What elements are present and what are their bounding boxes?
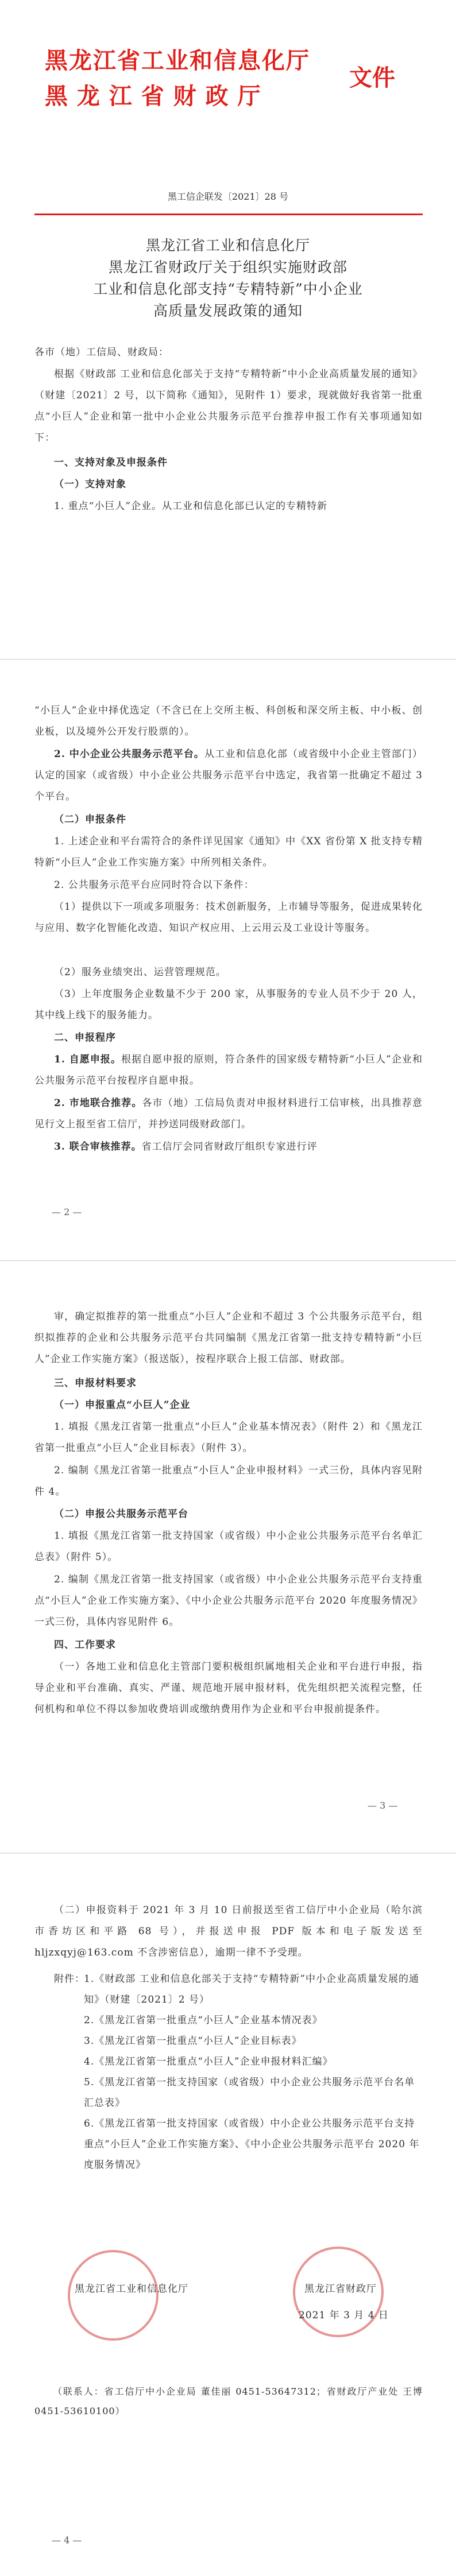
p3-para-4: 1. 填报《黑龙江省第一批支持国家（或省级）中小企业公共服务示范平台名单汇总表》（附件 5）。 — [34, 1530, 423, 1563]
p4-para-1: （二）申报资料于 2021 年 3 月 10 日前报送至省工信厅中小企业局（哈尔滨市香坊区和平路 68 号），并报送申报 PDF 版本和电子版发送至 hljzxqyj@163.com 不含涉密信息），逾期一律不予受理。 — [34, 1904, 423, 1958]
p3-para-6: （一）各地工业和信息化主管部门要积极组织属地相关企业和平台进行申报，指导企业和平台准确、真实、严谨、规范地开展申报材料，优先组织把关流程完整，任何机构和单位不得以参加收费培训或缴纳费用作为企业和平台申报前提条件。 — [34, 1661, 423, 1715]
red-rule — [34, 214, 423, 215]
p2-para-10-lead: 3. 联合审核推荐。 — [54, 1141, 142, 1153]
p3-heading-enterprise: （一）申报重点“小巨人”企业 — [54, 1399, 191, 1411]
p3-para-3: 2. 编制《黑龙江省第一批重点“小巨人”企业申报材料》一式三份，具体内容见附件 4。 — [34, 1465, 423, 1498]
page-number-2: — 2 — — [52, 1206, 82, 1217]
attachment-label: 附件： — [54, 1973, 85, 1985]
attachment-2: 2.《黑龙江省第一批重点“小巨人”企业基本情况表》 — [84, 2015, 323, 2026]
contact-info: （联系人：省工信厅中小企业局 董佳丽 0451-53647312；省财政厅产业处 王博 0451-53610100） — [34, 2386, 423, 2416]
page-3 — [0, 1262, 456, 1853]
title-line-3: 工业和信息化部支持“专精特新”中小企业 — [93, 281, 363, 297]
signature-org-2: 黑龙江省财政厅 — [304, 2283, 377, 2295]
support-item-1: 1. 重点“小巨人”企业。从工业和信息化部已认定的专精特新 — [54, 501, 328, 512]
intro-paragraph: 根据《财政部 工业和信息化部关于支持“专精特新”中小企业高质量发展的通知》（财建〔2021〕2 号，以下简称《通知》，见附件 1）要求，现就做好我省第一批重点“小巨人”企业和第一批中小企业公共服务示范平台推荐申报工作有关事项通知如下： — [34, 368, 423, 444]
p3-heading-requirements: 四、工作要求 — [54, 1639, 116, 1651]
section-1-1-heading: （一）支持对象 — [54, 479, 126, 490]
p2-heading-conditions: （二）申报条件 — [54, 814, 126, 825]
issue-date: 2021 年 3 月 4 日 — [299, 2310, 389, 2321]
p3-heading-materials: 三、申报材料要求 — [54, 1378, 137, 1389]
p2-para-2 — [34, 744, 423, 808]
p2-para-9-text: 各市（地）工信局负责对申报材料进行工信审核，出具推荐意见行文上报至省工信厅，并抄送同级财政部门。 — [34, 1097, 423, 1130]
title-line-1: 黑龙江省工业和信息化厅 — [145, 237, 310, 254]
attachment-3: 3.《黑龙江省第一批重点“小巨人”企业目标表》 — [84, 2035, 302, 2047]
attachment-1: 1.《财政部 工业和信息化部关于支持“专精特新”中小企业高质量发展的通知》（财建〔2021〕2 号） — [84, 1973, 420, 2005]
doc-number: 黑工信企联发〔2021〕28 号 — [167, 191, 289, 202]
p3-heading-platform: （二）申报公共服务示范平台 — [54, 1508, 188, 1520]
p2-para-2-text: 从工业和信息化部（或省级中小企业主管部门）认定的国家（或省级）中小企业公共服务示范平台中选定，我省第一批确定不超过 3 个平台。 — [34, 748, 423, 802]
page-1 — [0, 0, 456, 659]
p2-para-4: 2. 公共服务示范平台应同时符合以下条件： — [54, 879, 254, 891]
red-header — [45, 42, 412, 123]
page-number-4: — 4 — — [52, 2535, 82, 2546]
p2-para-1: “小巨人”企业中择优选定（不含已在上交所主板、科创板和深交所主板、中小板、创业板，以及境外公开发行股票的）。 — [34, 705, 423, 738]
p2-para-2-lead: 2. 中小企业公共服务示范平台。 — [54, 748, 205, 760]
section-1-heading: 一、支持对象及申报条件 — [54, 457, 168, 468]
title-line-2: 黑龙江省财政厅关于组织实施财政部 — [108, 259, 347, 276]
p3-para-1: 审，确定拟推荐的第一批重点“小巨人”企业和不超过 3 个公共服务示范平台，组织拟推荐的企业和公共服务示范平台共同编制《黑龙江省第一批支持专精特新“小巨人”企业工作实施方案》（报送版），按程序联合上报工信部、财政部。 — [34, 1311, 423, 1365]
header-wenjian: 文件 — [349, 65, 395, 91]
header-org1: 黑龙江省工业和信息化厅 — [45, 48, 310, 74]
salutation: 各市（地）工信局、财政局： — [34, 347, 169, 358]
page-4 — [0, 1854, 456, 2576]
attachment-5: 5.《黑龙江省第一批支持国家（或省级）中小企业公共服务示范平台名单汇总表》 — [84, 2077, 415, 2109]
p2-para-3: 1. 上述企业和平台需符合的条件详见国家《通知》中《XX 省份第 X 批支持专精特新“小巨人”企业工作实施方案》中所列相关条件。 — [34, 836, 423, 868]
p3-para-5: 2. 编制《黑龙江省第一批支持国家（或省级）中小企业公共服务示范平台支持重点“小巨人”企业工作实施方案》、《中小企业公共服务示范平台 2020 年度服务情况》一式三份，具体内容见附件 6。 — [34, 1574, 423, 1628]
p2-para-10 — [34, 1136, 423, 1158]
p2-para-5: （1）提供以下一项或多项服务：技术创新服务，上市辅导等服务，促进成果转化与应用、数字化智能化改造、知识产权应用、上云用云及工业设计等服务。 — [34, 901, 423, 934]
page-2 — [0, 660, 456, 1260]
p2-para-9-lead: 2. 市地联合推荐。 — [54, 1097, 142, 1109]
p2-para-9 — [34, 1093, 423, 1135]
p2-para-8-text: 根据自愿申报的原则，符合条件的国家级专精特新“小巨人”企业和公共服务示范平台按程序自愿申报。 — [34, 1054, 423, 1087]
p2-para-10-text: 省工信厅会同省财政厅组织专家进行评 — [141, 1141, 318, 1153]
p2-para-8-lead: 1. 自愿申报。 — [54, 1054, 121, 1065]
page-divider — [0, 1260, 456, 1261]
p2-para-6: （2）服务业绩突出、运营管理规范。 — [54, 967, 226, 978]
p3-para-2: 1. 填报《黑龙江省第一批重点“小巨人”企业基本情况表》（附件 2）和《黑龙江省第一批重点“小巨人”企业目标表》（附件 3）。 — [34, 1421, 423, 1454]
signature-org-1: 黑龙江省工业和信息化厅 — [75, 2283, 188, 2295]
attachment-6: 6.《黑龙江省第一批支持国家（或省级）中小企业公共服务示范平台支持重点“小巨人”企业工作实施方案》、《中小企业公共服务示范平台 2020 年度服务情况》 — [84, 2118, 420, 2171]
title-line-4: 高质量发展政策的通知 — [153, 302, 303, 319]
attachment-4: 4.《黑龙江省第一批重点“小巨人”企业申报材料汇编》 — [84, 2056, 333, 2067]
p2-para-8 — [34, 1049, 423, 1092]
header-org2: 黑 龙 江 省 财 政 厅 — [45, 83, 261, 110]
p2-para-7: （3）上年度服务企业数量不少于 200 家，从事服务的专业人员不少于 20 人，其中线上线下的服务能力。 — [34, 988, 423, 1021]
page-number-3: — 3 — — [368, 1800, 398, 1811]
p2-heading-procedure: 二、申报程序 — [54, 1032, 116, 1043]
